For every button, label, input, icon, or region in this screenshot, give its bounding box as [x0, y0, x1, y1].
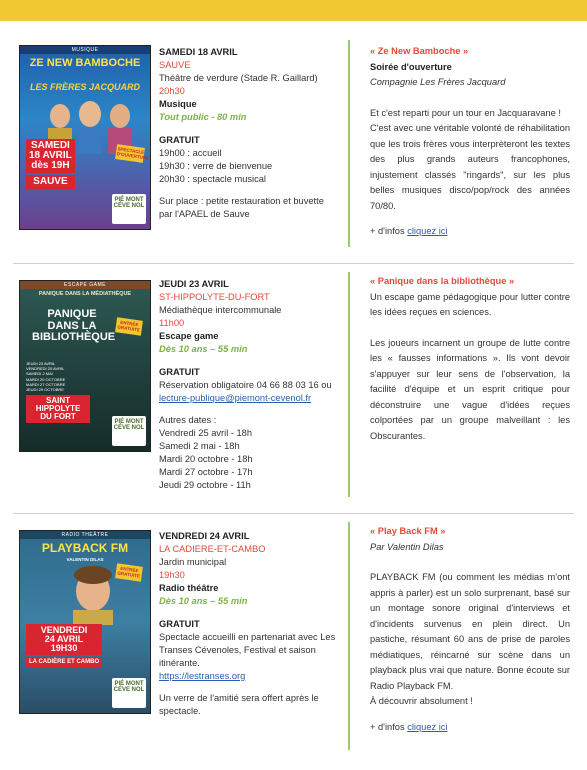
poster-sticker: ENTRÉE GRATUITE [115, 317, 143, 335]
event-description-1 [370, 44, 570, 240]
schedule-item: 20h30 : spectacle musical [159, 174, 266, 184]
event-venue: Théâtre de verdure (Stade R. Gaillard) [159, 73, 318, 83]
other-dates-label: Autres dates : [159, 415, 217, 425]
show-title: « Play Back FM » [370, 526, 446, 536]
show-paragraph: Les joueurs incarnent un groupe de lutte contre les « fausses informations ». Ils vont devoir s'appuyer sur leur sens de l'observation, la facilité d'équipe et un esprit critique pour déconstruire une vague d'idées reçues colportées par un groupe malveillant : les Obscurantes. [370, 337, 570, 441]
event-date: VENDREDI 24 AVRIL [159, 531, 250, 541]
event-audience: Dès 10 ans – 55 min [159, 344, 248, 354]
poster-band: RADIO THÉÂTRE [20, 531, 150, 539]
show-paragraph: C'est avec une véritable volonté de réhabilitation que les trois frères vous interprèteront les textes des plus grands auteurs francophones, injustement classés "ringards", sur les plus belles musiques disco/pop/rock des années 70/80. [370, 123, 570, 211]
reservation-email-link[interactable]: lecture-publique@piemont-cevenol.fr [159, 393, 312, 403]
event-type: Radio théâtre [159, 583, 219, 593]
green-divider [348, 272, 350, 497]
poster-sticker: SPECTACLE D'OUVERTURE [115, 144, 145, 163]
website-link[interactable]: https://lestranses.org [159, 671, 246, 681]
more-info-prefix: + d'infos [370, 721, 405, 732]
other-date-item: Mardi 27 octobre - 17h [159, 467, 253, 477]
event-price: GRATUIT [159, 367, 200, 377]
schedule-item: 19h00 : accueil [159, 148, 222, 158]
event-poster-panique [19, 280, 151, 452]
poster-sticker: ENTRÉE GRATUITE [115, 563, 143, 581]
event-time: 11h00 [159, 318, 185, 328]
event-venue: Médiathèque intercommunale [159, 305, 282, 315]
poster-date: SAMEDI 18 AVRIL dès 19H SAUVE [26, 139, 75, 189]
poster-dates-list: JEUDI 23 AVRIL VENDREDI 25 AVRIL SAMEDI 2 MAI MARDI 20 OCTOBRE MARDI 27 OCTOBRE JEUDI 29 OCTOBRE [26, 361, 66, 392]
other-date-item: Jeudi 29 octobre - 11h [159, 480, 251, 490]
other-date-item: Samedi 2 mai - 18h [159, 441, 240, 451]
piemont-cevenol-logo: PIÉ MONT CÉVE NOL [112, 194, 146, 224]
show-title: « Panique dans la bibliothèque » [370, 276, 515, 286]
poster-title: PLAYBACK FM [41, 541, 129, 555]
more-info [370, 224, 570, 240]
event-venue: Jardin municipal [159, 557, 227, 567]
poster-town: SAINT HIPPOLYTE DU FORT [26, 395, 90, 423]
event-town: SAUVE [159, 60, 191, 70]
poster-author: VALENTIN DILAS [66, 557, 104, 562]
show-title: « Ze New Bamboche » [370, 46, 469, 56]
green-divider [348, 40, 350, 247]
more-info-prefix: + d'infos [370, 226, 405, 236]
event-date: SAMEDI 18 AVRIL [159, 47, 238, 57]
event-audience: Dès 10 ans – 55 min [159, 596, 248, 606]
show-company: Par Valentin Dilas [370, 541, 444, 552]
green-divider [348, 522, 350, 750]
show-paragraph: Et c'est reparti pour un tour en Jacquaravane ! [370, 107, 561, 118]
section-separator [13, 513, 574, 514]
show-paragraph: PLAYBACK FM (ou comment les médias m'ont appris à parler) est un solo surprenant, basé sur un montage sonore original d'interviews et d'incidents survenus en plein direct. Un pastiche, résumant 60 ans de prise de paroles médiatiques, réincarné sur scène dans un playback plus vrai que nature. Bonne écoute sur Radio Playback FM. [370, 572, 570, 691]
poster-title: ZE NEW BAMBOCHE [29, 57, 141, 69]
show-paragraph: À découvrir absolument ! [370, 696, 473, 706]
more-info-link[interactable]: cliquez ici [407, 721, 448, 732]
poster-big-title: PANIQUE DANS LA BIBLIOTHÈQUE [32, 308, 116, 344]
reservation-info: Réservation obligatoire 04 66 88 03 16 ou lecture-publique@piemont-cevenol.fr [159, 380, 332, 403]
event-price: GRATUIT [159, 619, 200, 629]
event-time: 19h30 [159, 570, 185, 580]
event-poster-ze-new-bamboche [19, 45, 151, 230]
poster-band: ESCAPE GAME [20, 281, 150, 289]
event-time: 20h30 [159, 86, 185, 96]
event-details-3 [159, 530, 339, 718]
event-note: Sur place : petite restauration et buvette par l'APAEL de Sauve [159, 196, 324, 219]
show-company: Compagnie Les Frères Jacquard [370, 77, 506, 87]
more-info [370, 720, 570, 736]
other-date-item: Vendredi 25 avril - 18h [159, 428, 253, 438]
more-info-link[interactable]: cliquez ici [407, 226, 448, 236]
event-details-1 [159, 46, 339, 221]
piemont-cevenol-logo: PIÉ MONT CÉVE NOL [112, 416, 146, 446]
event-description-2 [370, 274, 570, 444]
event-poster-playback-fm [19, 530, 151, 714]
event-town: ST-HIPPOLYTE-DU-FORT [159, 292, 270, 302]
schedule-item: 19h30 : verre de bienvenue [159, 161, 273, 171]
poster-band: MUSIQUE [20, 46, 150, 54]
event-price: GRATUIT [159, 135, 200, 145]
event-type: Escape game [159, 331, 219, 341]
event-details-2 [159, 278, 339, 492]
event-type: Musique [159, 99, 197, 109]
event-audience: Tout public - 80 min [159, 112, 247, 122]
poster-date: VENDREDI 24 AVRIL 19H30 LA CADIÈRE ET CAMBO [26, 624, 102, 667]
top-color-bar [0, 0, 587, 21]
poster-subtitle: LES FRÈRES JACQUARD [29, 82, 140, 92]
other-date-item: Mardi 20 octobre - 18h [159, 454, 253, 464]
event-description-3 [370, 524, 570, 735]
event-town: LA CADIERE-ET-CAMBO [159, 544, 266, 554]
piemont-cevenol-logo: PIÉ MONT CÉVE NOL [112, 678, 146, 708]
show-paragraph: Un escape game pédagogique pour lutter contre les idées reçues en sciences. [370, 291, 570, 317]
show-subtitle: Soirée d'ouverture [370, 61, 452, 72]
poster-title: PANIQUE DANS LA MÉDIATHÈQUE [38, 291, 132, 297]
section-separator [13, 263, 574, 264]
event-note: Un verre de l'amitié sera offert après le spectacle. [159, 693, 319, 716]
event-partnership: Spectacle accueilli en partenariat avec Les Transes Cévenoles, Festival et saison itinérante. [159, 632, 336, 668]
event-date: JEUDI 23 AVRIL [159, 279, 229, 289]
